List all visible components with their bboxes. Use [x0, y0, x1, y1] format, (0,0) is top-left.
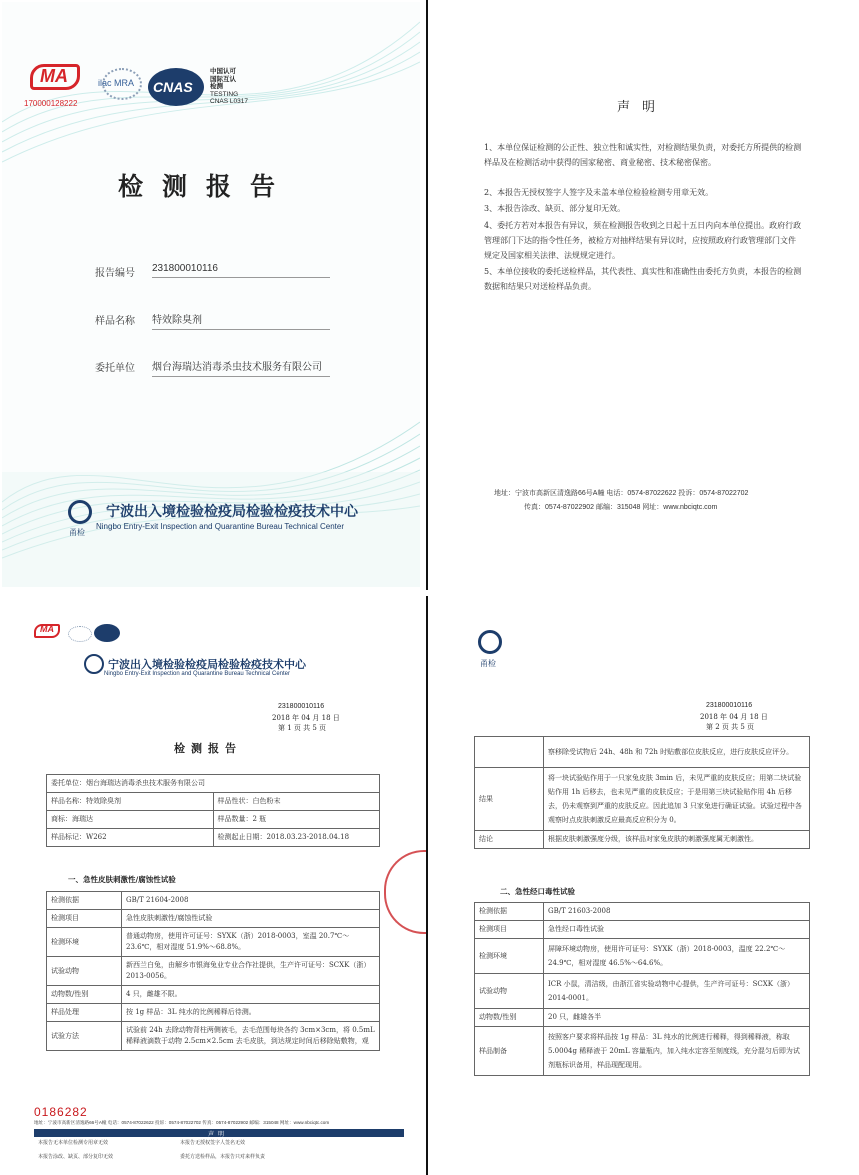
row-value: 按 1g 样品：3L 纯水的比例稀释后待测。 — [122, 1004, 380, 1022]
header-center-name-en: Ningbo Entry-Exit Inspection and Quarantine Bureau Technical Center — [104, 671, 290, 677]
declaration-item: 1、本单位保证检测的公正性、独立性和诚实性，对检测结果负责，对委托方所提供的检测样品及在检测活动中获得的国家秘密、商业秘密、技术秘密保密。 — [484, 143, 802, 167]
cnas-logo — [148, 68, 206, 108]
row-value: GB/T 21603-2008 — [544, 903, 810, 921]
seal-logo — [66, 500, 98, 540]
report-number: 231800010116 — [706, 702, 753, 709]
field-value-sample-name: 特效除臭剂 — [152, 311, 330, 330]
continuation-table — [474, 736, 810, 849]
footer-note: 本报告无授权签字人签名无效 — [180, 1140, 246, 1146]
field-value-client: 烟台海瑞达消毒杀虫技术服务有限公司 — [152, 358, 330, 377]
declaration-page — [430, 2, 857, 587]
center-name-cn: 宁波出入境检验检疫局检验检疫技术中心 — [106, 504, 358, 520]
info-cell: 样品数量：2 瓶 — [213, 811, 380, 829]
row-value: 将一块试验贴作用于一只家兔皮肤 3min 后，未见严重的皮肤反应；用第二块试验贴作用 1h 后移去，也未见严重的皮肤反应；于是用第三块试验贴作用 4h 后移去，仍未观察到严重的皮肤反应。因此追加 3 只家兔进行确证试验。试验过程中各观察时点皮肤刺激反应最高反应积分为 0。 — [544, 768, 810, 831]
ilac-logo — [68, 626, 92, 642]
report-title: 检测报告 — [174, 742, 242, 755]
row-label: 样品制备 — [475, 1027, 544, 1076]
report-date: 2018 年 04 月 18 日 — [700, 713, 768, 721]
row-label: 检测项目 — [475, 921, 544, 939]
row-value: 试验前 24h 去除动物背柱两侧被毛，去毛范围每块各约 3cm×3cm，将 0.5mL 稀释液滴数于动物 2.5cm×2.5cm 去毛皮肤，到达规定时间后移除贴敷物，观 — [122, 1022, 380, 1051]
info-cell: 样品标记：W262 — [47, 829, 214, 847]
row-value: 察移除受试物后 24h、48h 和 72h 时贴敷部位皮肤反应，进行皮肤反应评分。 — [544, 737, 810, 768]
section2-table — [474, 902, 810, 1076]
page-info: 第 2 页 共 5 页 — [706, 723, 755, 731]
field-label-report-no: 报告编号 — [95, 268, 135, 279]
cnas-logo-text: CNAS — [153, 79, 193, 95]
row-value: 20 只，雌雄各半 — [544, 1009, 810, 1027]
cnas-logo — [94, 624, 120, 642]
row-label — [475, 737, 544, 768]
row-label: 检测环境 — [475, 939, 544, 974]
seal-logo — [478, 630, 502, 654]
report-page-1 — [2, 595, 420, 1173]
section-title: 一、急性皮肤刺激性/腐蚀性试验 — [68, 875, 176, 884]
report-number: 231800010116 — [278, 703, 325, 710]
row-value: GB/T 21604-2008 — [122, 892, 380, 910]
page-divider-vertical — [426, 0, 428, 590]
row-label: 动物数/性别 — [47, 986, 122, 1004]
row-label: 检测环境 — [47, 928, 122, 957]
footer-note: 本报告涂改、缺页、部分复印无效 — [38, 1154, 114, 1160]
declaration-item: 4、委托方若对本报告有异议，须在检测报告收到之日起十五日内向本单位提出。政府行政管理部门下达的指令性任务，被检方对抽样结果有异议时，应按照政府行政管理部门文件规定及国家相关法律、法规规定进行。 — [484, 221, 802, 260]
cma-logo — [34, 624, 62, 644]
seal-logo — [84, 654, 104, 674]
row-value: 新西兰白兔，由解乡市银海兔业专业合作社提供，生产许可证号：SCXK（浙）2013-0056。 — [122, 957, 380, 986]
cma-logo — [26, 64, 86, 96]
row-value: ICR 小鼠，清洁级，由浙江省实验动物中心提供，生产许可证号：SCXK（浙）2014-0001。 — [544, 974, 810, 1009]
cover-title: 检测报告 — [118, 172, 295, 201]
info-cell: 检测起止日期：2018.03.23-2018.04.18 — [213, 829, 380, 847]
page-divider-vertical — [426, 596, 428, 1175]
cma-number: 170000128222 — [24, 99, 78, 108]
row-value: 屏障环境动物房，使用许可证号：SYXK（浙）2018-0003，温度 22.2℃～24.9℃，相对湿度 46.5%～64.6%。 — [544, 939, 810, 974]
cnas-side-line: CNAS L0317 — [210, 98, 248, 105]
cma-logo-text: MA — [40, 624, 54, 634]
row-label: 检测依据 — [47, 892, 122, 910]
row-label: 检测依据 — [475, 903, 544, 921]
declaration-address: 传真：0574-87022902 邮编：315048 网址：www.nbciqtc.com — [524, 504, 718, 511]
cnas-side-line: TESTING — [210, 90, 239, 98]
seal-logo-text: 甬检 — [69, 528, 85, 537]
cma-logo-text: MA — [40, 66, 68, 86]
row-label: 试验方法 — [47, 1022, 122, 1051]
ilac-logo-text: ilac MRA — [98, 78, 135, 88]
footer-note: 本报告无本单位检测专用章无效 — [38, 1140, 109, 1146]
cnas-side-line: 检测 — [210, 83, 223, 90]
ilac-logo — [98, 68, 142, 108]
row-label: 试验动物 — [47, 957, 122, 986]
row-label: 试验动物 — [475, 974, 544, 1009]
seal-logo-text: 甬检 — [480, 659, 496, 668]
declaration-item: 3、本报告涂改、缺页、部分复印无效。 — [484, 204, 626, 213]
cover-page — [2, 2, 420, 587]
row-label: 样品处理 — [47, 1004, 122, 1022]
row-label: 动物数/性别 — [475, 1009, 544, 1027]
row-value: 4 只，雌雄不限。 — [122, 986, 380, 1004]
info-cell: 样品名称：特效除臭剂 — [47, 793, 214, 811]
report-page-2 — [430, 595, 857, 1173]
declaration-title: 声明 — [617, 100, 668, 115]
info-cell: 样品性状：白色粉末 — [213, 793, 380, 811]
row-value: 根据皮肤刺激强度分级，该样品对家兔皮肤的刺激强度属无刺激性。 — [544, 831, 810, 849]
row-value: 急性皮肤刺激性/腐蚀性试验 — [122, 910, 380, 928]
report-date: 2018 年 04 月 18 日 — [272, 714, 340, 722]
footer-note: 委托方送检样品，本报告只对来样负责 — [180, 1154, 266, 1160]
cnas-side-line: 中国认可 — [210, 68, 236, 75]
info-cell: 委托单位：烟台海瑞达消毒杀虫技术服务有限公司 — [47, 775, 380, 793]
cnas-side-line: 国际互认 — [210, 75, 236, 83]
row-value: 按照客户要求将样品按 1g 样品：3L 纯水的比例进行稀释，得到稀释液，称取 5.0004g 稀释液于 20mL 容量瓶内，加入纯水定容至刻度线，充分混匀后即为试剂瓶标识备用，样品现配现用。 — [544, 1027, 810, 1076]
field-label-client: 委托单位 — [95, 363, 135, 374]
section1-table — [46, 891, 380, 1051]
cnas-side-text — [210, 68, 248, 106]
declaration-address: 地址：宁波市高新区清逸路66号A幢 电话：0574-87022622 投诉：0574-87022702 — [494, 490, 749, 497]
row-value: 普通动物房，使用许可证号：SYXK（浙）2018-0003，室温 20.7℃～23.6℃，相对湿度 51.9%～68.8%。 — [122, 928, 380, 957]
header-center-name-cn: 宁波出入境检验检疫局检验检疫技术中心 — [108, 658, 306, 671]
section-title: 二、急性经口毒性试验 — [500, 887, 575, 896]
declaration-item: 2、本报告无授权签字人签字及未盖本单位检验检测专用章无效。 — [484, 188, 714, 197]
footer-address: 地址：宁波市高新区清逸路66号A幢 电话：0574-87022622 投诉：0574-87022702 传真：0574-87022902 邮编：315048 网址：www.nbciqtc.com — [34, 1120, 330, 1125]
footer-declaration-title: 声明 — [208, 1131, 229, 1138]
field-value-report-no: 231800010116 — [152, 263, 330, 278]
row-label: 检测项目 — [47, 910, 122, 928]
row-label: 结果 — [475, 768, 544, 831]
field-label-sample-name: 样品名称 — [95, 316, 135, 327]
row-label: 结论 — [475, 831, 544, 849]
info-cell: 商标：海瑞达 — [47, 811, 214, 829]
center-name-en: Ningbo Entry-Exit Inspection and Quarantine Bureau Technical Center — [96, 522, 344, 531]
row-value: 急性经口毒性试验 — [544, 921, 810, 939]
declaration-item: 5、本单位接收的委托送检样品，其代表性、真实性和准确性由委托方负责，本报告的检测数据和结果只对送检样品负责。 — [484, 267, 802, 291]
serial-number: 0186282 — [34, 1105, 88, 1119]
sample-info-table — [46, 774, 380, 847]
page-info: 第 1 页 共 5 页 — [278, 724, 327, 732]
